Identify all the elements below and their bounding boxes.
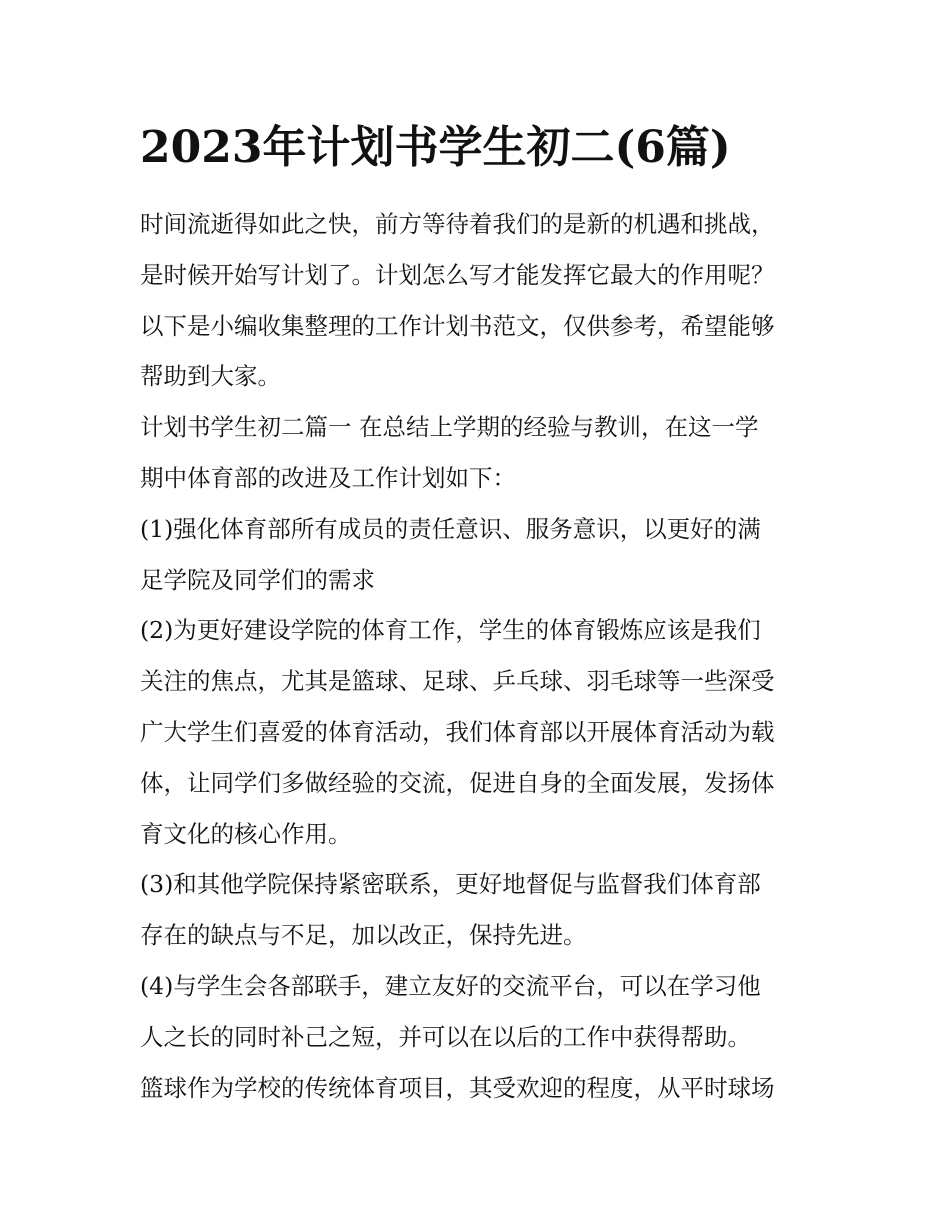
- body-line: 育文化的核心作用。: [140, 819, 352, 848]
- body-line: (1)强化体育部所有成员的责任意识、服务意识，以更好的满: [140, 514, 761, 543]
- document-title: 2023年计划书学生初二(6篇): [140, 122, 731, 173]
- body-line: 帮助到大家。: [140, 362, 281, 391]
- body-line: 存在的缺点与不足，加以改正，保持先进。: [140, 921, 587, 950]
- body-line: 篮球作为学校的传统体育项目，其受欢迎的程度，从平时球场: [140, 1073, 775, 1102]
- body-line: 期中体育部的改进及工作计划如下：: [140, 463, 516, 492]
- body-line: 足学院及同学们的需求: [140, 565, 375, 594]
- body-line: 人之长的同时补己之短，并可以在以后的工作中获得帮助。: [140, 1022, 751, 1051]
- body-line: 广大学生们喜爱的体育活动，我们体育部以开展体育活动为载: [140, 717, 775, 746]
- body-line: 关注的焦点，尤其是篮球、足球、乒乓球、羽毛球等一些深受: [140, 667, 775, 696]
- body-line: 计划书学生初二篇一 在总结上学期的经验与教训，在这一学: [140, 413, 759, 442]
- document-body: [140, 199, 820, 1113]
- body-line: 时间流逝得如此之快，前方等待着我们的是新的机遇和挑战，: [140, 210, 775, 238]
- body-line: (3)和其他学院保持紧密联系，更好地督促与监督我们体育部: [140, 870, 761, 899]
- body-line: (2)为更好建设学院的体育工作，学生的体育锻炼应该是我们: [140, 616, 761, 645]
- body-line: (4)与学生会各部联手，建立友好的交流平台，可以在学习他: [140, 971, 761, 1000]
- body-line: 是时候开始写计划了。计划怎么写才能发挥它最大的作用呢？: [140, 260, 775, 289]
- body-line: 体，让同学们多做经验的交流，促进自身的全面发展，发扬体: [140, 768, 775, 797]
- body-line: 以下是小编收集整理的工作计划书范文，仅供参考，希望能够: [140, 311, 775, 340]
